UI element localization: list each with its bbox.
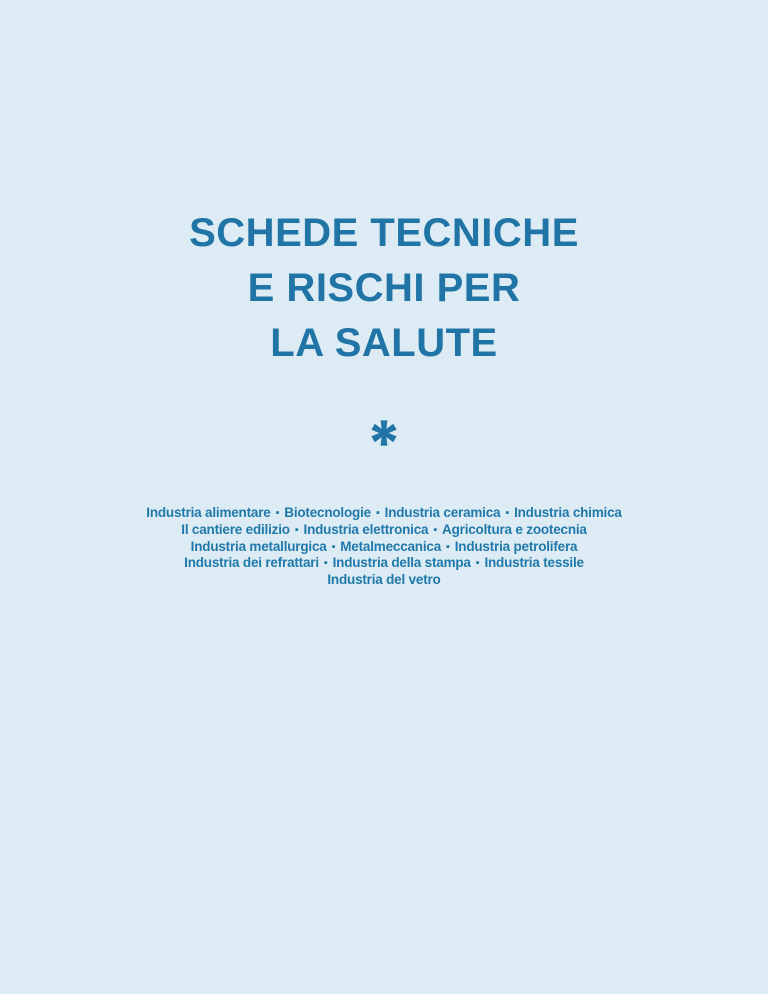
industry-item: Industria del vetro bbox=[327, 572, 441, 588]
square-bullet-icon: ▪ bbox=[505, 507, 510, 519]
industry-item: Il cantiere edilizio bbox=[181, 521, 290, 537]
title-line-2: E RISCHI PER bbox=[247, 266, 521, 310]
industry-line bbox=[0, 505, 768, 522]
industry-item: Industria tessile bbox=[484, 555, 584, 571]
industry-line bbox=[0, 522, 768, 539]
industry-item: Agricoltura e zootecnia bbox=[442, 521, 587, 537]
industry-item: Industria petrolifera bbox=[454, 538, 578, 554]
industry-line bbox=[0, 539, 768, 556]
industry-item: Industria chimica bbox=[514, 505, 622, 520]
square-bullet-icon: ▪ bbox=[275, 507, 280, 519]
industry-list bbox=[0, 505, 768, 588]
industry-item: Industria alimentare bbox=[146, 505, 271, 520]
industry-item: Metalmeccanica bbox=[340, 538, 442, 554]
industry-item: Industria della stampa bbox=[332, 555, 471, 571]
industry-item: Industria ceramica bbox=[384, 505, 501, 520]
title-line-1: SCHEDE TECNICHE bbox=[189, 211, 579, 255]
square-bullet-icon: ▪ bbox=[331, 540, 336, 553]
square-bullet-icon: ▪ bbox=[375, 507, 380, 519]
industry-item: Industria metallurgica bbox=[190, 538, 327, 554]
industry-line bbox=[0, 555, 768, 572]
page-title bbox=[0, 206, 768, 371]
square-bullet-icon: ▪ bbox=[446, 540, 450, 553]
square-bullet-icon: ▪ bbox=[475, 557, 480, 570]
industry-item: Biotecnologie bbox=[284, 505, 371, 520]
square-bullet-icon: ▪ bbox=[323, 557, 328, 570]
title-line-3: LA SALUTE bbox=[270, 321, 498, 365]
asterisk-icon bbox=[0, 418, 768, 448]
industry-item: Industria dei refrattari bbox=[184, 555, 319, 571]
industry-item: Industria elettronica bbox=[303, 521, 429, 537]
square-bullet-icon: ▪ bbox=[433, 523, 438, 536]
square-bullet-icon: ▪ bbox=[294, 523, 299, 536]
industry-line bbox=[0, 572, 768, 588]
